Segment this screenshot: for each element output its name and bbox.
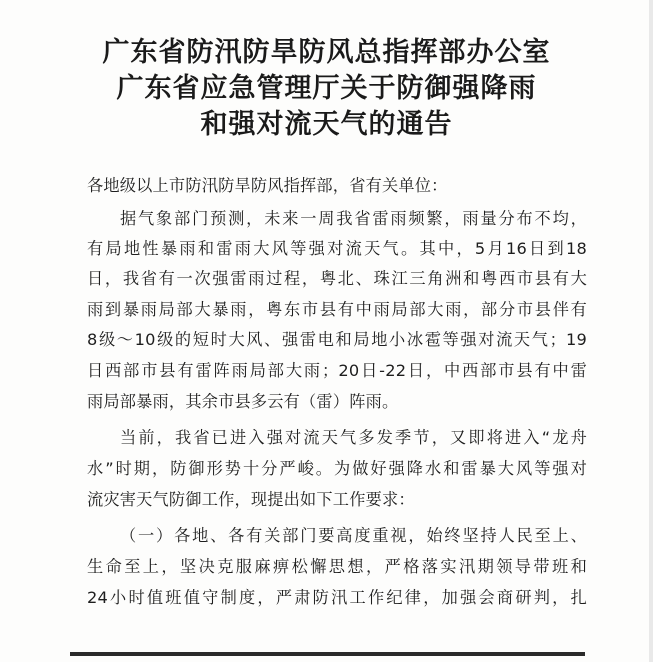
body-line: 生命至上，坚决克服麻痹松懈思想，严格落实汛期领导带班和 [87,557,587,576]
body-line: 有局地性暴雨和雷雨大风等强对流天气。其中，5月16日到18 [87,239,587,258]
body-line: （一）各地、各有关部门要高度重视，始终坚持人民至上、 [120,526,587,545]
page-edge [649,0,653,662]
title-line-2: 广东省应急管理厅关于防御强降雨 [116,73,537,104]
body-line: 8级～10级的短时大风、强雷电和局地小冰雹等强对流天气；19 [87,330,587,349]
body-line: 日，我省有一次强雷雨过程，粤北、珠江三角洲和粤西市县有大 [87,269,587,288]
body-line: 流灾害天气防御工作，现提出如下工作要求： [87,490,415,509]
title-line-3: 和强对流天气的通告 [200,109,453,140]
body-line: 当前，我省已进入强对流天气多发季节，又即将进入“龙舟 [120,428,587,447]
body-line: 据气象部门预测，未来一周我省雷雨频繁，雨量分布不均， [120,209,587,228]
salutation: 各地级以上市防汛防旱防风指挥部，省有关单位： [87,176,448,195]
body-line: 日西部市县有雷阵雨局部大雨；20日-22日，中西部市县有中雷 [87,361,587,380]
body-line: 雨到暴雨局部大暴雨，粤东市县有中雨局部大雨，部分市县伴有 [87,300,587,319]
title-line-1: 广东省防汛防旱防风总指挥部办公室 [102,37,551,68]
body-line: 水”时期，防御形势十分严峻。为做好强降水和雷暴大风等强对 [87,459,587,478]
body-line: 雨局部暴雨，其余市县多云有（雷）阵雨。 [87,392,399,411]
body-line: 24小时值班值守制度，严肃防汛工作纪律，加强会商研判，扎 [87,588,587,607]
bottom-rule [70,652,585,656]
